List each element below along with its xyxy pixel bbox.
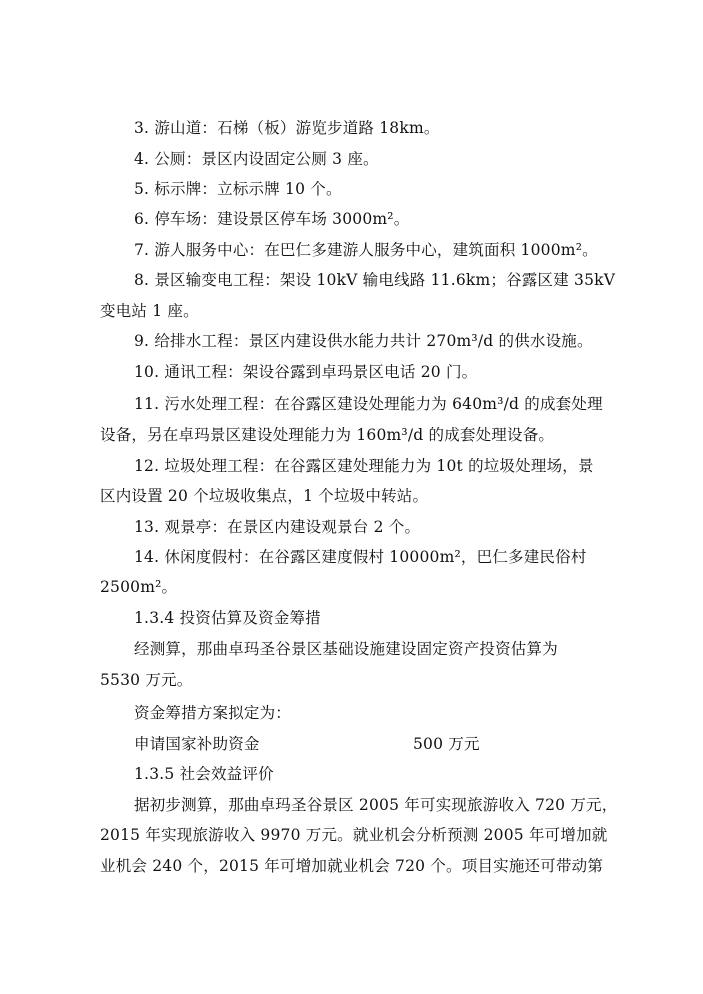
item-11-line2: 设备，另在卓玛景区建设处理能力为 160m³/d 的成套处理设备。 (100, 426, 555, 444)
investment-paragraph-line2: 5530 万元。 (100, 671, 193, 689)
item-14-line1: 14. 休闲度假村：在谷露区建度假村 10000m²，巴仁多建民俗村 (134, 548, 587, 566)
funding-item-label: 申请国家补助资金 (134, 735, 260, 753)
item-12-line1: 12. 垃圾处理工程：在谷露区建处理能力为 10t 的垃圾处理场，景 (134, 457, 594, 475)
section-1-3-4-heading: 1.3.4 投资估算及资金筹措 (134, 609, 321, 627)
item-8-line1: 8. 景区输变电工程：架设 10kV 输电线路 11.6km；谷露区建 35kV (134, 271, 616, 289)
item-12-line2: 区内设置 20 个垃圾收集点，1 个垃圾中转站。 (100, 487, 429, 505)
benefit-paragraph-line1: 据初步测算，那曲卓玛圣谷景区 2005 年可实现旅游收入 720 万元， (134, 796, 618, 814)
section-1-3-5-heading: 1.3.5 社会效益评价 (134, 765, 274, 783)
item-11-line1: 11. 污水处理工程：在谷露区建设处理能力为 640m³/d 的成套处理 (134, 395, 603, 413)
item-5: 5. 标示牌：立标示牌 10 个。 (134, 180, 342, 198)
benefit-paragraph-line3: 业机会 240 个，2015 年可增加就业机会 720 个。项目实施还可带动第 (100, 857, 604, 875)
item-7: 7. 游人服务中心：在巴仁多建游人服务中心，建筑面积 1000m²。 (134, 241, 598, 259)
funding-item-amount: 500 万元 (413, 735, 480, 753)
item-3: 3. 游山道：石梯（板）游览步道路 18km。 (134, 119, 440, 137)
item-9: 9. 给排水工程：景区内建设供水能力共计 270m³/d 的供水设施。 (134, 332, 593, 350)
item-4: 4. 公厕：景区内设固定公厕 3 座。 (134, 150, 379, 168)
item-10: 10. 通讯工程：架设谷露到卓玛景区电话 20 门。 (134, 363, 478, 381)
item-14-line2: 2500m²。 (100, 578, 178, 596)
item-6: 6. 停车场：建设景区停车场 3000m²。 (134, 210, 410, 228)
investment-paragraph-line1: 经测算，那曲卓玛圣谷景区基础设施建设固定资产投资估算为 (134, 640, 558, 658)
benefit-paragraph-line2: 2015 年实现旅游收入 9970 万元。就业机会分析预测 2005 年可增加就 (100, 826, 608, 844)
funding-plan-label: 资金筹措方案拟定为： (134, 704, 292, 722)
item-8-line2: 变电站 1 座。 (100, 302, 199, 320)
item-13: 13. 观景亭：在景区内建设观景台 2 个。 (134, 518, 421, 536)
